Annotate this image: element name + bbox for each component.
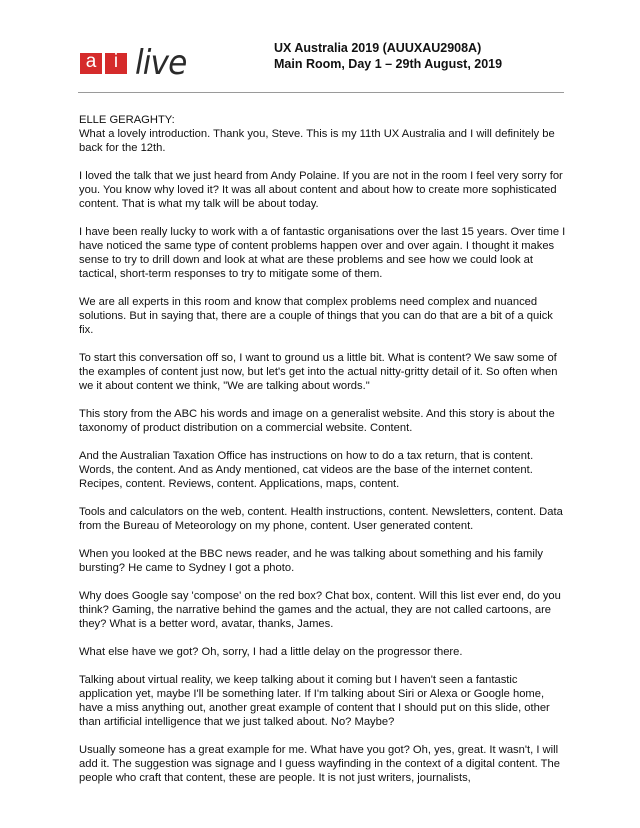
transcript-paragraph: And the Australian Taxation Office has instructions on how to do a tax return, that is content. Words, the content. And as Andy mentioned, cat videos are the base of the internet content. Recipes, content. Reviews, content. Applications, maps, content. bbox=[79, 450, 534, 490]
logo-box-a bbox=[80, 53, 102, 74]
event-title bbox=[274, 40, 502, 72]
transcript-paragraph: This story from the ABC his words and image on a generalist website. And this story is about the taxonomy of product distribution on a commercial website. Content. bbox=[79, 408, 555, 434]
transcript-paragraph: I loved the talk that we just heard from Andy Polaine. If you are not in the room I feel very sorry for you. You know why loved it? It was all about content and about how to create more sophisticated content. That is what my talk will be about today. bbox=[79, 170, 563, 210]
logo-box-i bbox=[105, 53, 127, 74]
event-title-line1: UX Australia 2019 (AUUXAU2908A) bbox=[274, 41, 482, 55]
ai-live-logo bbox=[80, 43, 191, 83]
event-title-line2: Main Room, Day 1 – 29th August, 2019 bbox=[274, 57, 503, 71]
transcript-paragraph: What else have we got? Oh, sorry, I had a little delay on the progressor there. bbox=[79, 646, 463, 658]
header-divider bbox=[78, 92, 564, 93]
logo-letter-i: i bbox=[113, 51, 119, 72]
transcript-paragraph: Talking about virtual reality, we keep talking about it coming but I haven't seen a fantastic application yet, maybe I'll be something later. If I'm talking about Siri or Alexa or Google home, have a miss anything out, another great example of content that I should put on this slide, other than artificial intelligence that we just talked about. No? Maybe? bbox=[79, 674, 550, 728]
logo-letter-a: a bbox=[85, 51, 97, 72]
transcript-paragraph: Tools and calculators on the web, content. Health instructions, content. Newsletters, content. Data from the Bureau of Meteorology on my phone, content. User generated content. bbox=[79, 506, 563, 532]
page-header bbox=[0, 0, 640, 96]
transcript-paragraph: Usually someone has a great example for me. What have you got? Oh, yes, great. It wasn't, I will add it. The suggestion was signage and I guess wayfinding in the context of a digital content. The people who craft that content, these are people. It is not just writers, journalists, bbox=[79, 744, 560, 784]
logo-live-text: live bbox=[135, 43, 187, 83]
speaker-name: ELLE GERAGHTY: bbox=[79, 114, 175, 126]
transcript-paragraph: We are all experts in this room and know that complex problems need complex and nuanced solutions. But in saying that, there are a couple of things that you can do that are a bit of a quick fix. bbox=[79, 296, 553, 336]
transcript-body bbox=[79, 113, 569, 799]
transcript-paragraph: What a lovely introduction. Thank you, Steve. This is my 11th UX Australia and I will definitely be back for the 12th. bbox=[79, 128, 555, 154]
transcript-paragraph: When you looked at the BBC news reader, and he was talking about something and his family bursting? He came to Sydney I got a photo. bbox=[79, 548, 543, 574]
transcript-paragraph: To start this conversation off so, I want to ground us a little bit. What is content? We saw some of the examples of content just now, but let's get into the actual nitty-gritty detail of it. So often when we it about content we think, "We are talking about words." bbox=[79, 352, 558, 392]
transcript-paragraph: Why does Google say 'compose' on the red box? Chat box, content. Will this list ever end, do you think? Gaming, the narrative behind the games and the actual, they are not called cartoons, are they? What is a better word, avatar, thanks, James. bbox=[79, 590, 561, 630]
transcript-paragraph: I have been really lucky to work with a of fantastic organisations over the last 15 years. Over time I have noticed the same type of content problems happen over and over again. I thought it makes sense to try to drill down and look at what are these problems and see how we could look at tactical, short-term responses to try to mitigate some of them. bbox=[79, 226, 566, 280]
